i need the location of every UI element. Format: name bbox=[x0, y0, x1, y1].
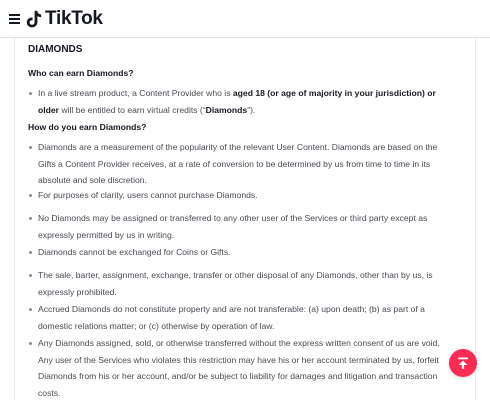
hamburger-menu-icon[interactable] bbox=[9, 14, 20, 24]
bullet-icon bbox=[29, 146, 32, 149]
list-item-text: Diamonds cannot be exchanged for Coins or Gifts. bbox=[38, 247, 231, 257]
list-item bbox=[28, 301, 456, 334]
tiktok-logo[interactable] bbox=[26, 7, 103, 31]
list-item-text: Accrued Diamonds do not constitute property and are not transferable: (a) upon death; (b) as part of a domestic relations matter; or (c) otherwise by operation of law. bbox=[38, 304, 425, 331]
list-item-text: No Diamonds may be assigned or transferred to any other user of the Services or third party except as expressly permitted by us in writing. bbox=[38, 213, 428, 240]
list-item bbox=[28, 85, 456, 118]
terms-content-panel bbox=[14, 38, 476, 400]
list-item-text: Any Diamonds assigned, sold, or otherwise transferred without the express written consent of us are void. Any user of the Services who violates this restriction may have his or her account terminated by us, forfeit Diamonds from his or her account, and/or be subject to liability for damages and litigation and transaction costs. bbox=[38, 338, 440, 398]
bullet-icon bbox=[29, 342, 32, 345]
back-to-top-icon bbox=[456, 356, 470, 370]
bullet-icon bbox=[29, 217, 32, 220]
list-item-text: In a live stream product, a Content Provider who is aged 18 (or age of majority in your jurisdiction) or older will be entitled to earn virtual credits (“Diamonds”). bbox=[38, 88, 436, 115]
list-item bbox=[28, 210, 456, 243]
bullet-icon bbox=[29, 308, 32, 311]
bullet-icon bbox=[29, 251, 32, 254]
list-item-text: The sale, barter, assignment, exchange, transfer or other disposal of any Diamonds, other than by us, is expressly prohibited. bbox=[38, 270, 433, 297]
logo-text: TikTok bbox=[45, 8, 103, 29]
bullet-icon bbox=[29, 274, 32, 277]
list-item-text: For purposes of clarity, users cannot purchase Diamonds. bbox=[38, 190, 258, 200]
how-to-earn-heading: How do you earn Diamonds? bbox=[28, 122, 147, 132]
back-to-top-button[interactable] bbox=[449, 349, 477, 377]
who-can-earn-heading: Who can earn Diamonds? bbox=[28, 68, 134, 78]
bullet-icon bbox=[29, 194, 32, 197]
list-item-text: Diamonds are a measurement of the popularity of the relevant User Content. Diamonds are based on the Gifts a Content Provider receives, at a rate of conversion to be determined by us from time to time in its absolute and sole discretion. bbox=[38, 142, 438, 185]
tiktok-note-icon bbox=[26, 10, 42, 28]
list-item bbox=[28, 335, 456, 400]
bullet-icon bbox=[29, 92, 32, 95]
list-item bbox=[28, 139, 456, 189]
list-item bbox=[28, 244, 456, 261]
section-title: DIAMONDS bbox=[28, 44, 83, 55]
list-item bbox=[28, 267, 456, 300]
top-bar bbox=[0, 0, 490, 38]
list-item bbox=[28, 187, 456, 204]
